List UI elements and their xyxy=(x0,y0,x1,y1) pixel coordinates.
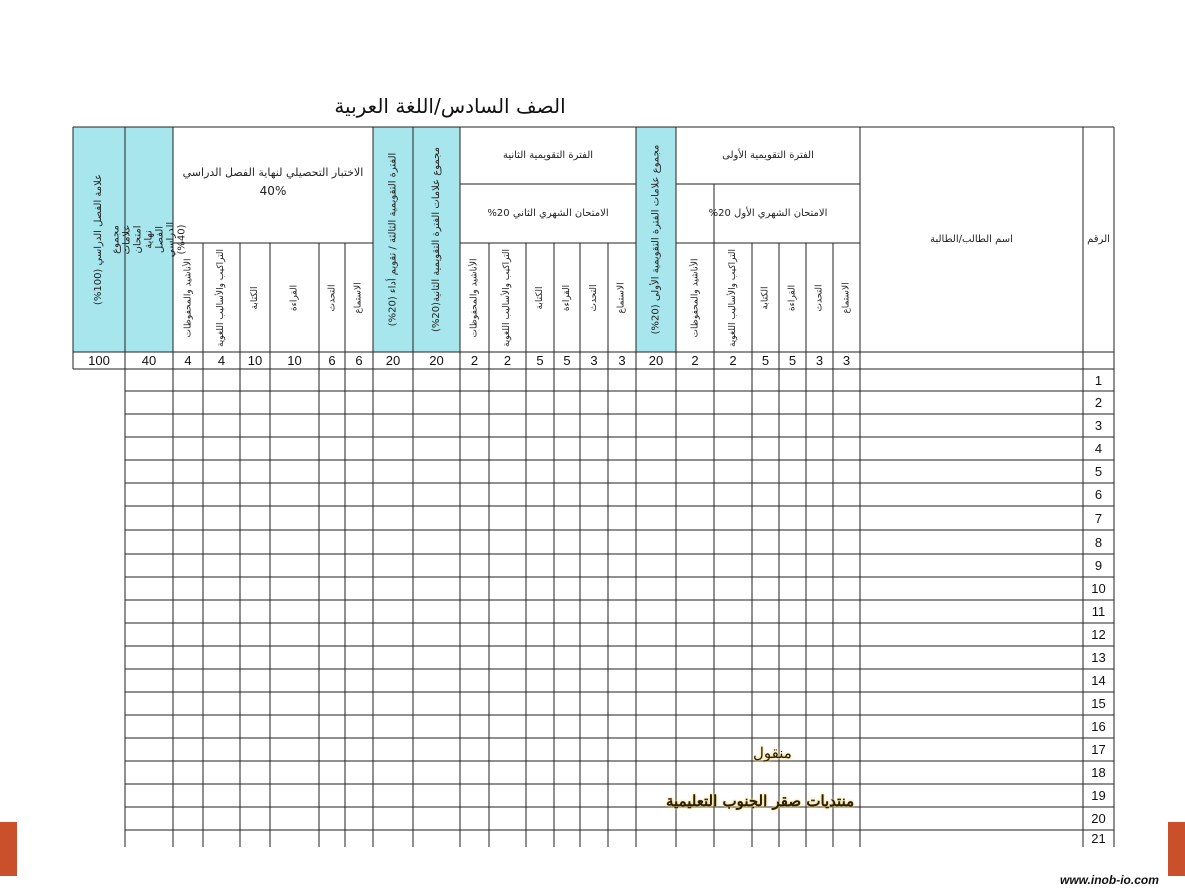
max-exam1-writing: 5 xyxy=(761,353,770,368)
row-number: 9 xyxy=(1094,558,1103,573)
row-number: 4 xyxy=(1094,441,1103,456)
header-student-name: اسم الطالب/الطالبة xyxy=(930,233,1013,245)
row-number: 19 xyxy=(1091,788,1106,803)
max-final-structures: 4 xyxy=(217,353,226,368)
row-number: 7 xyxy=(1094,510,1103,526)
exam1-reading-label: القراءة xyxy=(787,284,798,311)
row-number: 17 xyxy=(1091,742,1106,757)
exam1-writing-label: الكتابة xyxy=(760,286,771,310)
row-number: 11 xyxy=(1091,604,1106,619)
header-final-test-pct: 40% xyxy=(259,184,287,198)
max-exam1-reading: 5 xyxy=(788,353,797,368)
max-exam2-speaking: 3 xyxy=(590,353,598,368)
max-exam1-speaking: 3 xyxy=(815,353,824,368)
row-number: 18 xyxy=(1091,765,1106,780)
max-final-exam-total: 40 xyxy=(141,353,157,368)
header-exam2: الامتحان الشهري الثاني 20% xyxy=(487,207,609,219)
max-final-reading: 10 xyxy=(287,353,302,368)
exam2-reading-label: القراءة xyxy=(562,284,572,311)
row-number: 10 xyxy=(1091,581,1106,596)
watermark-transferred: منقول xyxy=(753,744,792,762)
row-number: 20 xyxy=(1091,811,1106,826)
max-exam2-writing: 5 xyxy=(536,353,544,368)
footer-url: www.inob-io.com xyxy=(1060,873,1159,887)
exam1-listening-label: الاستماع xyxy=(841,281,852,314)
max-final-listening: 6 xyxy=(355,353,363,368)
max-exam2-structures: 2 xyxy=(503,353,512,368)
header-period1-total: مجموع علامات الفترة التقويمية الأولى (20%) xyxy=(650,144,662,335)
row-number: 1 xyxy=(1094,372,1103,388)
exam1-chants-label: الأناشيد والمحفوظات xyxy=(690,258,700,337)
final-speaking-label: التحدث xyxy=(327,284,337,311)
header-period2-total: مجموع علامات الفترة التقويمية الثانية(20%) xyxy=(431,147,442,332)
row-number: 21 xyxy=(1091,831,1106,846)
final-structures-label: التراكيب والأساليب اللغوية xyxy=(216,248,227,347)
exam2-listening-label: الاستماع xyxy=(617,281,627,314)
header-number: الرقم xyxy=(1087,233,1110,245)
row-number: 16 xyxy=(1091,719,1106,734)
max-period1-total: 20 xyxy=(648,353,664,368)
corner-accent-left xyxy=(0,822,17,876)
max-final-chants: 4 xyxy=(184,353,192,368)
header-period3: الفترة التقويمية الثالثة / تقويم أداء (20%) xyxy=(387,152,399,327)
page-title: الصف السادس/اللغة العربية xyxy=(334,94,566,118)
row-number: 8 xyxy=(1094,534,1103,550)
corner-accent-right xyxy=(1168,822,1185,876)
final-chants-label: الأناشيد والمحفوظات xyxy=(183,258,193,337)
row-number: 5 xyxy=(1094,464,1103,479)
final-listening-label: الاستماع xyxy=(354,281,364,314)
header-period2: الفترة التقويمية الثانية xyxy=(502,149,594,161)
header-semester-mark: علامة الفصل الدراسي (100%) xyxy=(93,173,105,306)
row-number: 2 xyxy=(1094,395,1103,410)
max-period2-total: 20 xyxy=(429,353,444,368)
max-period3: 20 xyxy=(385,353,401,368)
exam1-speaking-label: التحدث xyxy=(814,284,825,311)
row-number: 15 xyxy=(1091,696,1106,711)
exam2-writing-label: الكتابة xyxy=(535,286,545,310)
row-number: 12 xyxy=(1091,627,1106,642)
header-final-exam-total: مجموع علامات امتحان نهاية الفصل الدراسي (40%) xyxy=(110,221,188,258)
header-exam1: الامتحان الشهري الأول 20% xyxy=(708,207,828,219)
final-writing-label: الكتابة xyxy=(250,286,260,310)
max-exam1-chants: 2 xyxy=(691,353,699,368)
max-exam1-listening: 3 xyxy=(842,353,851,368)
max-final-writing: 10 xyxy=(247,353,263,368)
header-period1: الفترة التقويمية الأولى xyxy=(722,149,814,161)
watermark-forum: منتديات صقر الجنوب التعليمية xyxy=(666,792,855,810)
final-reading-label: القراءة xyxy=(289,284,300,311)
max-exam2-listening: 3 xyxy=(618,353,626,368)
row-number: 3 xyxy=(1094,418,1103,433)
max-exam1-structures: 2 xyxy=(729,353,737,368)
exam2-chants-label: الأناشيد والمحفوظات xyxy=(469,258,480,337)
max-exam2-reading: 5 xyxy=(563,353,571,368)
max-final-speaking: 6 xyxy=(328,353,336,368)
exam2-structures-label: التراكيب والأساليب اللغوية xyxy=(502,248,513,347)
exam2-speaking-label: التحدث xyxy=(589,284,599,311)
row-number: 14 xyxy=(1091,673,1106,688)
row-number: 13 xyxy=(1091,650,1106,665)
exam1-structures-label: التراكيب والأساليب اللغوية xyxy=(728,248,738,347)
max-semester-mark: 100 xyxy=(88,353,110,368)
max-exam2-chants: 2 xyxy=(470,353,479,368)
row-number: 6 xyxy=(1094,487,1103,502)
header-final-test: الاختبار التحصيلي لنهاية الفصل الدراسي xyxy=(182,166,364,179)
